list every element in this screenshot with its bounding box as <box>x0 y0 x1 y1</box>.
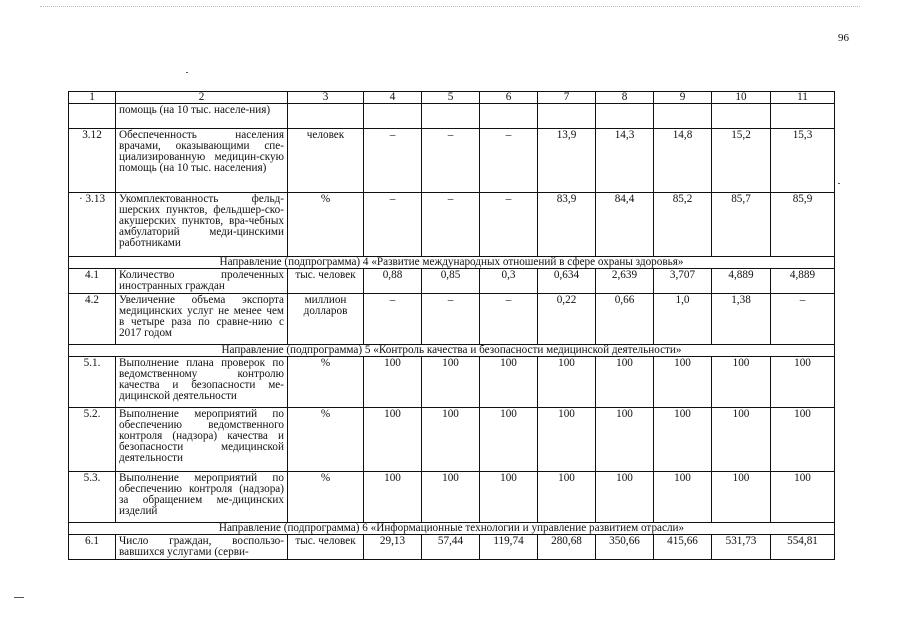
row-number: 5.3. <box>69 472 116 523</box>
value-cell <box>538 104 596 129</box>
value-cell: 100 <box>364 357 422 408</box>
section-heading-row <box>69 257 835 269</box>
value-cell: 4,889 <box>712 269 771 294</box>
value-cell: 100 <box>596 408 654 472</box>
value-cell: 100 <box>480 408 538 472</box>
column-number-cell: 8 <box>596 92 654 104</box>
value-cell: 83,9 <box>538 193 596 257</box>
column-number-cell: 1 <box>69 92 116 104</box>
column-number-cell: 2 <box>116 92 288 104</box>
column-number-cell: 6 <box>480 92 538 104</box>
row-number: 4.2 <box>69 294 116 345</box>
indicator-name: Увеличение объема экспорта медицинских услуг не менее чем в четыре раза по сравне-нию с 2017 годом <box>116 294 288 345</box>
value-cell: 1,0 <box>654 294 712 345</box>
section-heading: Направление (подпрограмма) 5 «Контроль качества и безопасности медицинской деятельности» <box>69 345 835 357</box>
value-cell: 0,88 <box>364 269 422 294</box>
section-heading: Направление (подпрограмма) 6 «Информационные технологии и управление развитием отрасли» <box>69 523 835 535</box>
row-number <box>69 104 116 129</box>
value-cell: 100 <box>654 408 712 472</box>
value-cell: – <box>771 294 835 345</box>
row-number: · 3.13 <box>69 193 116 257</box>
scan-speck <box>838 183 840 184</box>
value-cell: 14,3 <box>596 129 654 193</box>
row-number: 3.12 <box>69 129 116 193</box>
unit: % <box>288 193 364 257</box>
value-cell: 14,8 <box>654 129 712 193</box>
table-row <box>69 269 835 294</box>
column-number-cell: 5 <box>422 92 480 104</box>
value-cell: 85,9 <box>771 193 835 257</box>
row-number: 4.1 <box>69 269 116 294</box>
value-cell: – <box>422 294 480 345</box>
value-cell: – <box>364 193 422 257</box>
value-cell: 280,68 <box>538 535 596 560</box>
scan-top-edge <box>40 6 860 7</box>
value-cell: 100 <box>712 472 771 523</box>
value-cell: 4,889 <box>771 269 835 294</box>
value-cell: – <box>364 294 422 345</box>
value-cell: – <box>422 129 480 193</box>
value-cell: 0,85 <box>422 269 480 294</box>
indicator-name: Количество пролеченных иностранных граждан <box>116 269 288 294</box>
value-cell <box>422 104 480 129</box>
row-number: 5.1. <box>69 357 116 408</box>
value-cell: 84,4 <box>596 193 654 257</box>
table-row <box>69 472 835 523</box>
row-number: 6.1 <box>69 535 116 560</box>
value-cell: 100 <box>364 472 422 523</box>
value-cell: 0,22 <box>538 294 596 345</box>
unit: % <box>288 357 364 408</box>
value-cell: 100 <box>364 408 422 472</box>
value-cell: 100 <box>596 357 654 408</box>
scan-speck <box>14 597 24 598</box>
value-cell: 29,13 <box>364 535 422 560</box>
row-number: 5.2. <box>69 408 116 472</box>
value-cell: 100 <box>480 472 538 523</box>
value-cell: 100 <box>771 357 835 408</box>
value-cell: 100 <box>422 472 480 523</box>
value-cell: 100 <box>422 408 480 472</box>
value-cell: – <box>364 129 422 193</box>
value-cell: 13,9 <box>538 129 596 193</box>
indicator-name: Укомплектованность фельд-шерских пунктов, фельдшер-ско-акушерских пунктов, вра-чебных амбулаторий меди-цинскими работниками <box>116 193 288 257</box>
table-row <box>69 193 835 257</box>
section-heading: Направление (подпрограмма) 4 «Развитие международных отношений в сфере охраны здоровья» <box>69 257 835 269</box>
scan-speck <box>186 72 188 73</box>
value-cell: 0,66 <box>596 294 654 345</box>
column-number-cell: 7 <box>538 92 596 104</box>
column-number-row <box>69 92 835 104</box>
value-cell <box>480 104 538 129</box>
indicator-name: Выполнение мероприятий по обеспечению ведомственного контроля (надзора) качества и безопасности медицинской деятельности <box>116 408 288 472</box>
value-cell: 15,2 <box>712 129 771 193</box>
value-cell <box>771 104 835 129</box>
value-cell: 15,3 <box>771 129 835 193</box>
value-cell: 100 <box>712 357 771 408</box>
column-number-cell: 10 <box>712 92 771 104</box>
table-row <box>69 294 835 345</box>
column-number-cell: 4 <box>364 92 422 104</box>
value-cell: 119,74 <box>480 535 538 560</box>
indicator-name: Выполнение мероприятий по обеспечению контроля (надзора) за обращением ме-дицинских изделий <box>116 472 288 523</box>
unit: тыс. человек <box>288 269 364 294</box>
value-cell <box>712 104 771 129</box>
value-cell: 100 <box>654 357 712 408</box>
unit: % <box>288 408 364 472</box>
value-cell: 100 <box>538 472 596 523</box>
value-cell <box>364 104 422 129</box>
value-cell: 554,81 <box>771 535 835 560</box>
column-number-cell: 3 <box>288 92 364 104</box>
value-cell: 100 <box>538 357 596 408</box>
table-row <box>69 104 835 129</box>
value-cell: 100 <box>538 408 596 472</box>
value-cell <box>654 104 712 129</box>
value-cell: 100 <box>480 357 538 408</box>
value-cell <box>596 104 654 129</box>
column-number-cell: 11 <box>771 92 835 104</box>
value-cell: – <box>422 193 480 257</box>
unit: человек <box>288 129 364 193</box>
value-cell: – <box>480 294 538 345</box>
value-cell: 100 <box>422 357 480 408</box>
value-cell: 85,2 <box>654 193 712 257</box>
table-row <box>69 408 835 472</box>
value-cell: 2,639 <box>596 269 654 294</box>
indicator-name: Обеспеченность населения врачами, оказывающими спе-циализированную медицин-скую помощь (на 10 тыс. населения) <box>116 129 288 193</box>
section-heading-row <box>69 523 835 535</box>
value-cell: 0,3 <box>480 269 538 294</box>
value-cell: 100 <box>596 472 654 523</box>
value-cell: – <box>480 193 538 257</box>
table-row <box>69 357 835 408</box>
table-row <box>69 535 835 560</box>
value-cell: 531,73 <box>712 535 771 560</box>
value-cell: – <box>480 129 538 193</box>
indicators-table <box>68 91 835 560</box>
unit: миллион долларов <box>288 294 364 345</box>
unit: % <box>288 472 364 523</box>
value-cell: 350,66 <box>596 535 654 560</box>
value-cell: 100 <box>771 408 835 472</box>
value-cell: 415,66 <box>654 535 712 560</box>
value-cell: 100 <box>654 472 712 523</box>
section-heading-row <box>69 345 835 357</box>
page-number: 96 <box>838 32 849 44</box>
indicator-name: помощь (на 10 тыс. населе-ния) <box>116 104 288 129</box>
column-number-cell: 9 <box>654 92 712 104</box>
value-cell: 100 <box>712 408 771 472</box>
unit: тыс. человек <box>288 535 364 560</box>
value-cell: 1,38 <box>712 294 771 345</box>
value-cell: 100 <box>771 472 835 523</box>
value-cell: 57,44 <box>422 535 480 560</box>
table-row <box>69 129 835 193</box>
value-cell: 3,707 <box>654 269 712 294</box>
unit <box>288 104 364 129</box>
indicator-name: Выполнение плана проверок по ведомственному контролю качества и безопасности ме-дицинской деятельности <box>116 357 288 408</box>
value-cell: 85,7 <box>712 193 771 257</box>
indicator-name: Число граждан, воспользо-вавшихся услугами (серви- <box>116 535 288 560</box>
value-cell: 0,634 <box>538 269 596 294</box>
